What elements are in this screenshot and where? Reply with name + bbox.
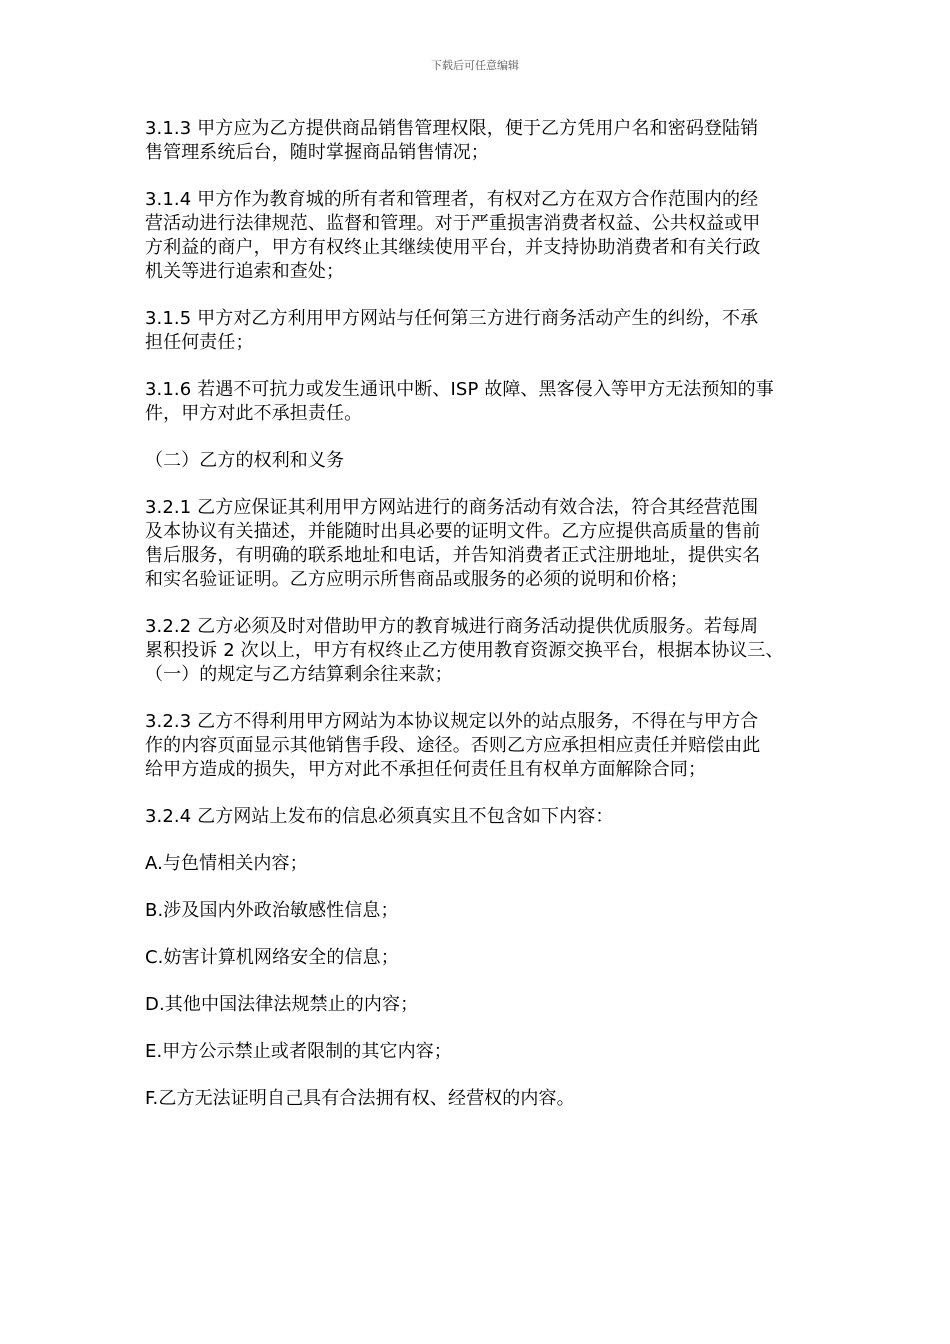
header-note: 下载后可任意编辑 [431,59,519,72]
paragraph-line: 售后服务，有明确的联系地址和电话，并告知消费者正式注册地址，提供实名 [145,545,761,566]
paragraph-line: 售管理系统后台，随时掌握商品销售情况； [145,142,489,163]
paragraph-3-2-3 [145,710,809,782]
paragraph-line: 3.2.4 乙方网站上发布的信息必须真实且不包含如下内容： [145,806,614,827]
paragraph-line: 作的内容页面显示其他销售手段、途径。否则乙方应承担相应责任并赔偿由此 [145,735,761,756]
paragraph-3-2-1 [145,496,809,592]
list-item-c [145,946,809,970]
document-body [145,117,809,1134]
list-item-f [145,1087,809,1111]
paragraph-line: 机关等进行追索和查处； [145,261,345,282]
paragraph-line: E.甲方公示禁止或者限制的其它内容； [145,1041,452,1062]
paragraph-line: 3.1.4 甲方作为教育城的所有者和管理者，有权对乙方在双方合作范围内的经 [145,189,759,210]
list-item-b [145,899,809,923]
paragraph-line: A.与色情相关内容； [145,853,308,874]
paragraph-3-1-5 [145,307,809,355]
paragraph-line: 营活动进行法律规范、监督和管理。对于严重损害消费者权益、公共权益或甲 [145,213,761,234]
paragraph-line: 3.1.3 甲方应为乙方提供商品销售管理权限，便于乙方凭用户名和密码登陆销 [145,118,759,139]
paragraph-line: 累积投诉 2 次以上，甲方有权终止乙方使用教育资源交换平台，根据本协议三、 [145,640,784,661]
paragraph-line: 3.2.2 乙方必须及时对借助甲方的教育城进行商务活动提供优质服务。若每周 [145,616,759,637]
paragraph-line: 3.2.3 乙方不得利用甲方网站为本协议规定以外的站点服务，不得在与甲方合 [145,711,759,732]
paragraph-3-2-2 [145,615,809,687]
paragraph-line: （二）乙方的权利和义务 [145,450,345,471]
list-item-e [145,1040,809,1064]
list-item-d [145,993,809,1017]
paragraph-line: B.涉及国内外政治敏感性信息； [145,900,399,921]
section-heading-party-b [145,449,809,473]
paragraph-line: 担任何责任； [145,332,254,353]
list-item-a [145,852,809,876]
paragraph-line: F.乙方无法证明自己具有合法拥有权、经营权的内容。 [145,1088,575,1109]
paragraph-line: 及本协议有关描述，并能随时出具必要的证明文件。乙方应提供高质量的售前 [145,521,761,542]
paragraph-line: 3.2.1 乙方应保证其利用甲方网站进行的商务活动有效合法，符合其经营范围 [145,497,759,518]
paragraph-line: 3.1.5 甲方对乙方利用甲方网站与任何第三方进行商务活动产生的纠纷，不承 [145,308,759,329]
paragraph-line: 件，甲方对此不承担责任。 [145,403,363,424]
paragraph-line: 3.1.6 若遇不可抗力或发生通讯中断、ISP 故障、黑客侵入等甲方无法预知的事 [145,379,774,400]
paragraph-line: 方利益的商户，甲方有权终止其继续使用平台，并支持协助消费者和有关行政 [145,237,761,258]
paragraph-3-1-6 [145,378,809,426]
paragraph-3-2-4 [145,805,809,829]
paragraph-line: 给甲方造成的损失，甲方对此不承担任何责任且有权单方面解除合同； [145,759,707,780]
paragraph-line: D.其他中国法律法规禁止的内容； [145,994,419,1015]
paragraph-line: （一）的规定与乙方结算剩余往来款； [145,664,453,685]
paragraph-3-1-3 [145,117,809,165]
paragraph-3-1-4 [145,188,809,284]
paragraph-line: 和实名验证证明。乙方应明示所售商品或服务的必须的说明和价格； [145,569,688,590]
paragraph-line: C.妨害计算机网络安全的信息； [145,947,399,968]
